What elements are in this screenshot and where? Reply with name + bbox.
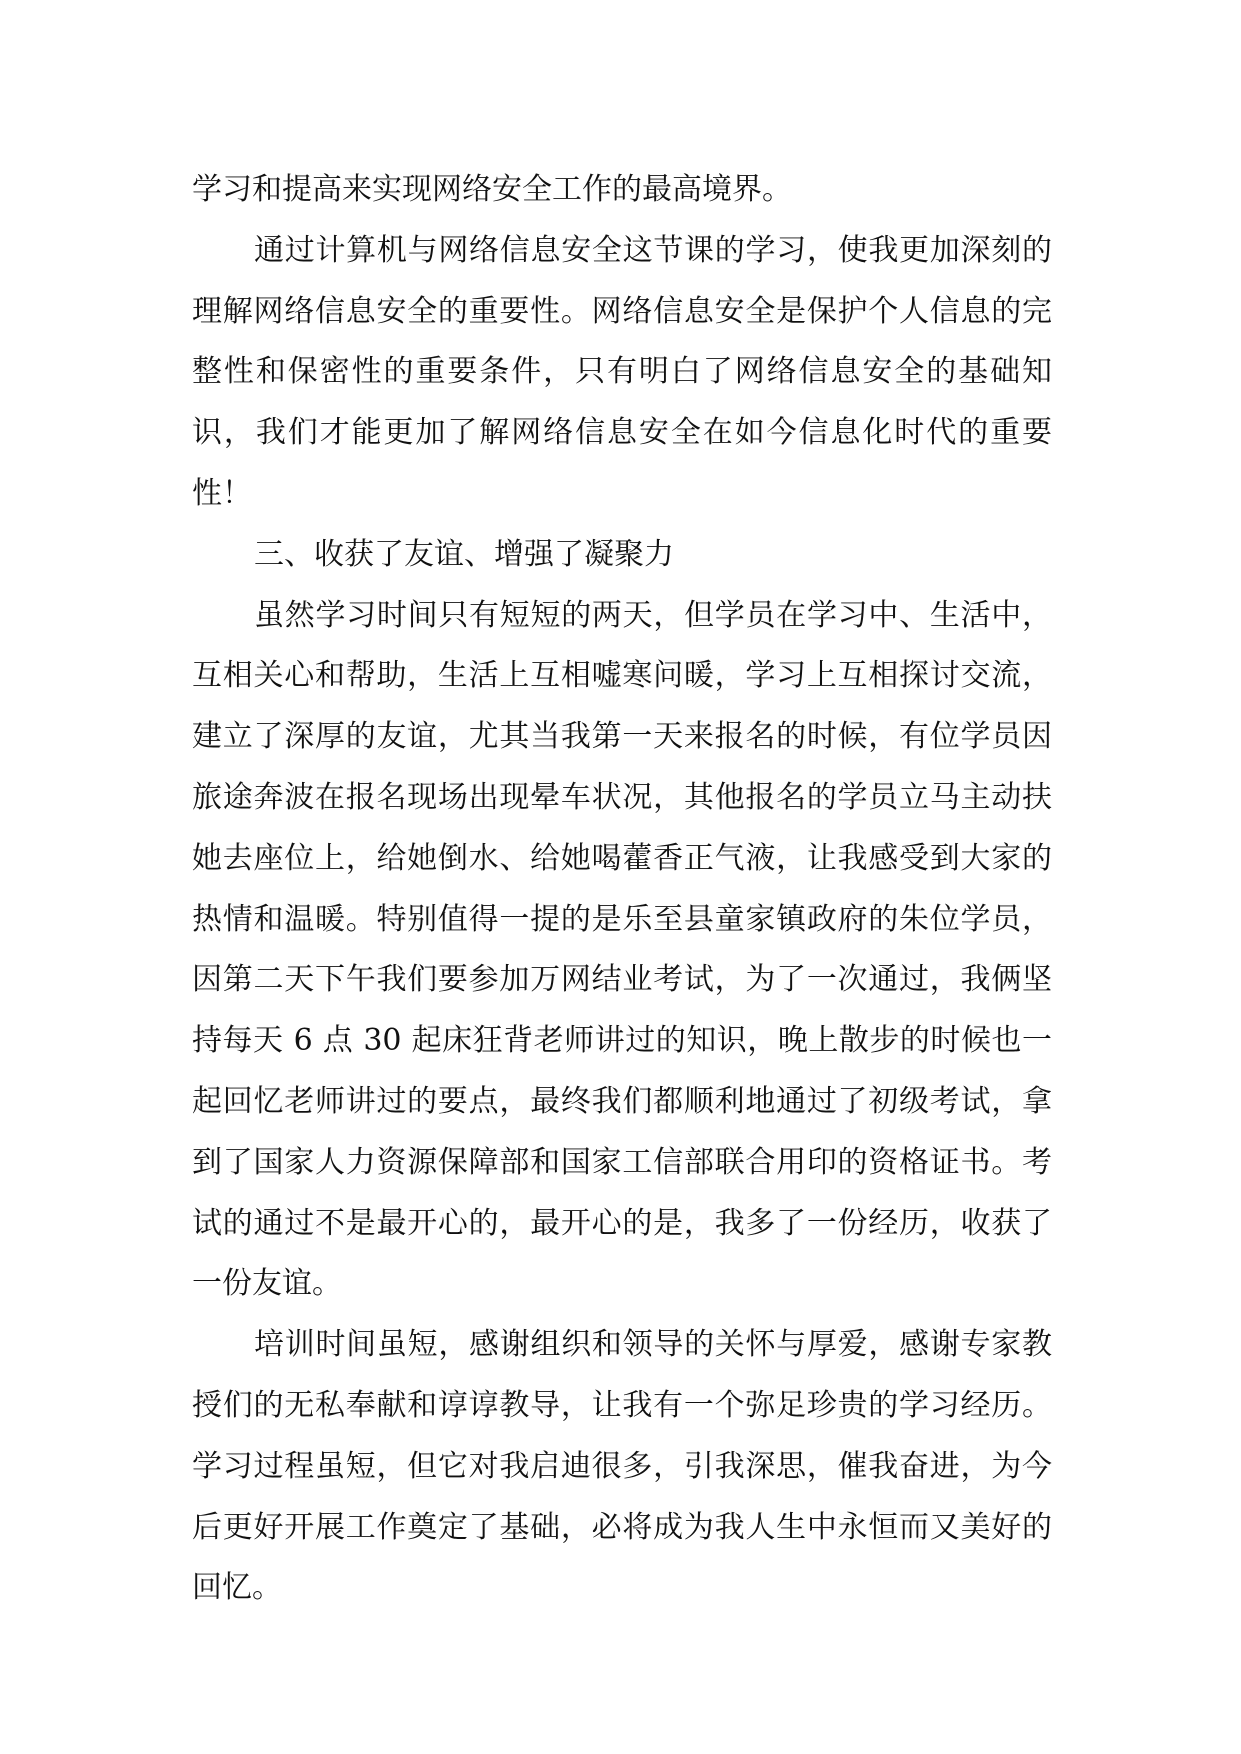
section-heading-three: 三、收获了友谊、增强了凝聚力 xyxy=(254,536,674,572)
document-body xyxy=(192,160,1052,1619)
paragraph-continuation: 学习和提高来实现网络安全工作的最高境界。 xyxy=(192,172,792,207)
paragraph-network-security: 通过计算机与网络信息安全这节课的学习，使我更加深刻的理解网络信息安全的重要性。网络信息安全是保护个人信息的完整性和保密性的重要条件，只有明白了网络信息安全的基础知识，我们才能更加了解网络信息安全在如今信息化时代的重要性！ xyxy=(192,232,1052,511)
paragraph-conclusion: 培训时间虽短，感谢组织和领导的关怀与厚爱，感谢专家教授们的无私奉献和谆谆教导，让我有一个弥足珍贵的学习经历。学习过程虽短，但它对我启迪很多，引我深思，催我奋进，为今后更好开展工作奠定了基础，必将成为我人生中永恒而又美好的回忆。 xyxy=(192,1327,1052,1606)
paragraph-friendship: 虽然学习时间只有短短的两天，但学员在学习中、生活中，互相关心和帮助，生活上互相嘘寒问暖，学习上互相探讨交流，建立了深厚的友谊，尤其当我第一天来报名的时候，有位学员因旅途奔波在报名现场出现晕车状况，其他报名的学员立马主动扶她去座位上，给她倒水、给她喝藿香正气液，让我感受到大家的热情和温暖。特别值得一提的是乐至县童家镇政府的朱位学员，因第二天下午我们要参加万网结业考试，为了一次通过，我俩坚持每天 6 点 30 起床狂背老师讲过的知识，晚上散步的时候也一起回忆老师讲过的要点，最终我们都顺利地通过了初级考试，拿到了国家人力资源保障部和国家工信部联合用印的资格证书。考试的通过不是最开心的，最开心的是，我多了一份经历，收获了一份友谊。 xyxy=(192,597,1052,1302)
